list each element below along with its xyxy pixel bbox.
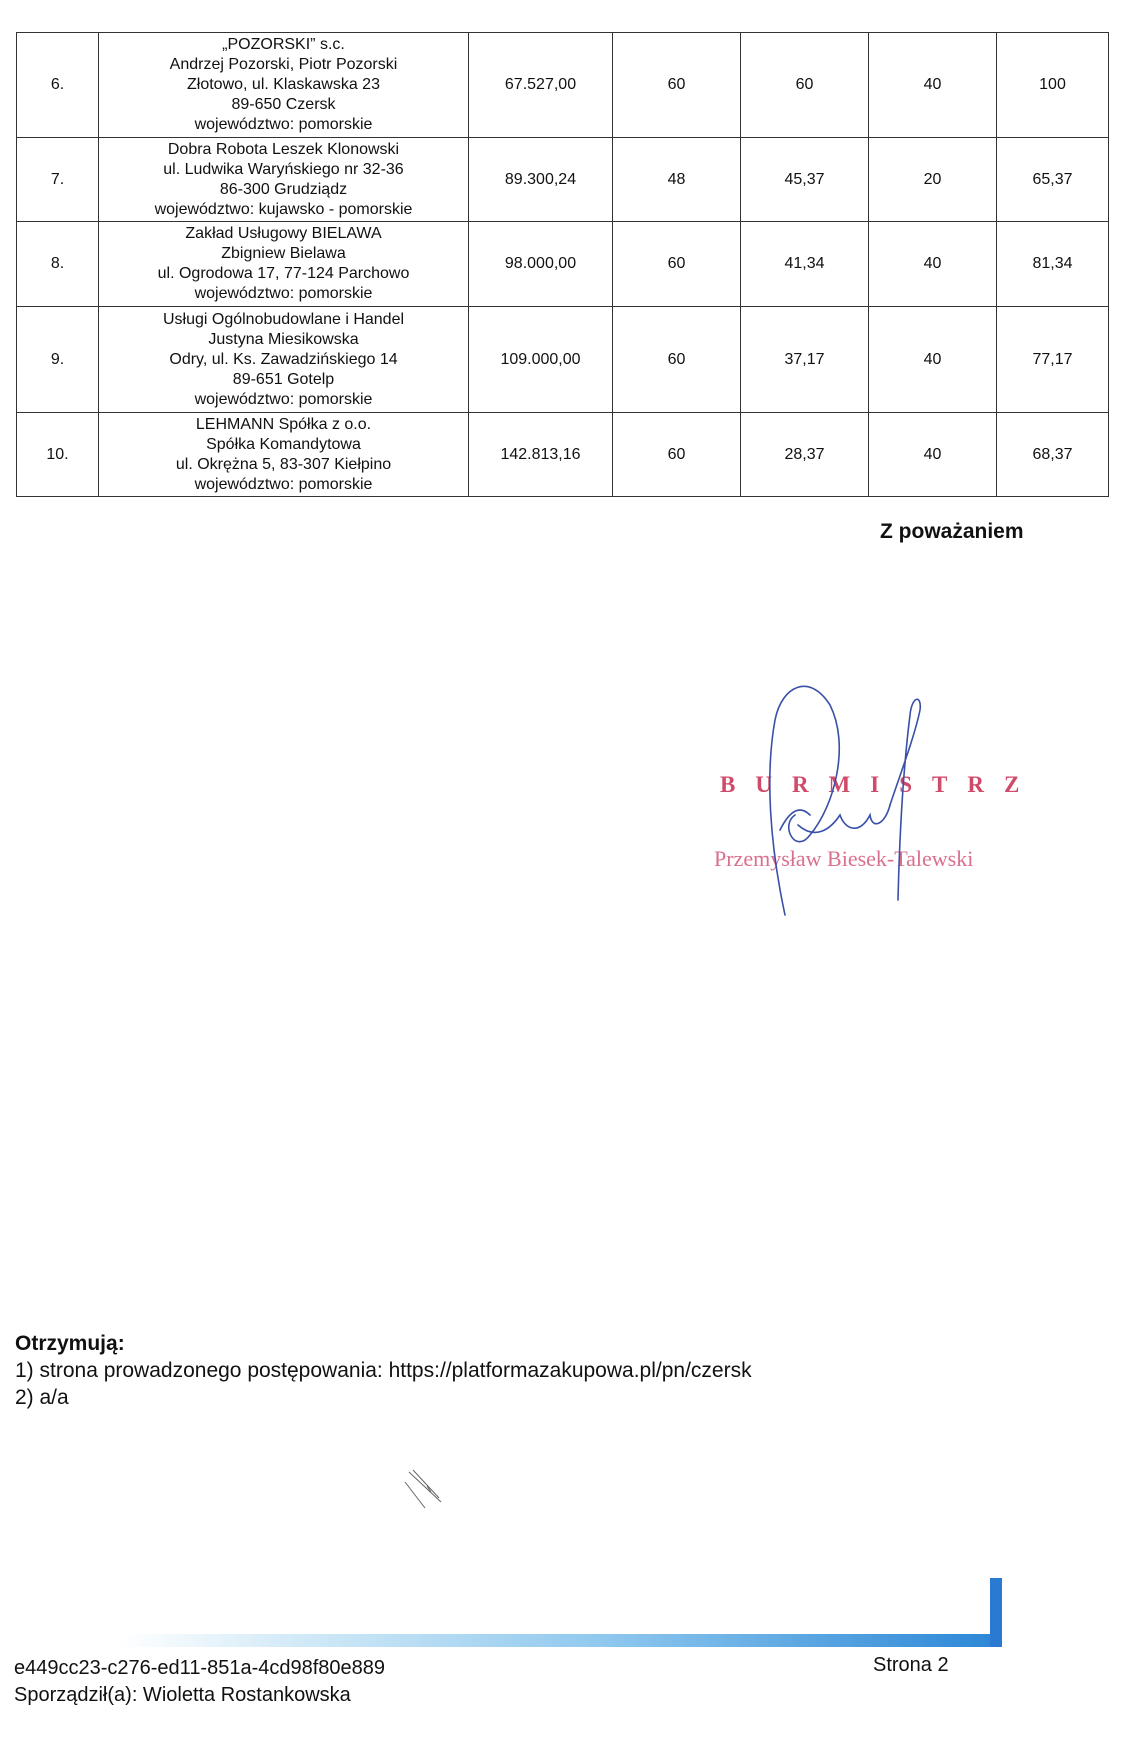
table-row <box>17 413 1109 497</box>
price-cell: 98.000,00 <box>469 222 613 307</box>
signature-scribble <box>700 665 1030 935</box>
price-cell: 89.300,24 <box>469 138 613 222</box>
author-line: Sporządził(a): Wioletta Rostankowska <box>14 1684 351 1706</box>
criterion-2-cell: 45,37 <box>741 138 869 222</box>
row-number: 8. <box>17 222 99 307</box>
table-row <box>17 307 1109 413</box>
stamp-name: Przemysław Biesek-Talewski <box>714 846 974 871</box>
page-number: Strona 2 <box>873 1654 949 1676</box>
criterion-1-cell: 60 <box>613 307 741 413</box>
criterion-1-cell: 48 <box>613 138 741 222</box>
total-cell: 100 <box>997 33 1109 138</box>
criterion-2-cell: 60 <box>741 33 869 138</box>
table-row <box>17 33 1109 138</box>
criterion-1-cell: 60 <box>613 33 741 138</box>
recipient-item: 2) a/a <box>15 1386 69 1409</box>
table-row <box>17 138 1109 222</box>
price-cell: 67.527,00 <box>469 33 613 138</box>
stamp-title: BURMISTRZ <box>720 772 1040 797</box>
criterion-2-cell: 37,17 <box>741 307 869 413</box>
document-id: e449cc23-c276-ed11-851a-4cd98f80e889 <box>14 1657 386 1679</box>
recipient-item: 1) strona prowadzonego postępowania: https://platformazakupowa.pl/pn/czersk <box>15 1359 752 1382</box>
total-cell: 81,34 <box>997 222 1109 307</box>
criterion-3-cell: 40 <box>869 413 997 497</box>
criterion-3-cell: 40 <box>869 222 997 307</box>
vendor-cell: Zakład Usługowy BIELAWA Zbigniew Bielawa ul. Ogrodowa 17, 77-124 Parchowo województwo: pomorskie <box>99 222 469 307</box>
price-cell: 142.813,16 <box>469 413 613 497</box>
criterion-3-cell: 40 <box>869 307 997 413</box>
pencil-mark <box>395 1462 455 1522</box>
results-table <box>16 32 1109 497</box>
footer-accent-bar <box>990 1578 1002 1647</box>
recipients-title: Otrzymują: <box>15 1332 125 1355</box>
row-number: 10. <box>17 413 99 497</box>
row-number: 6. <box>17 33 99 138</box>
total-cell: 77,17 <box>997 307 1109 413</box>
vendor-cell: „POZORSKI” s.c. Andrzej Pozorski, Piotr Pozorski Złotowo, ul. Klaskawska 23 89-650 Czersk województwo: pomorskie <box>99 33 469 138</box>
criterion-3-cell: 20 <box>869 138 997 222</box>
criterion-2-cell: 41,34 <box>741 222 869 307</box>
vendor-cell: LEHMANN Spółka z o.o. Spółka Komandytowa ul. Okrężna 5, 83-307 Kiełpino województwo: pomorskie <box>99 413 469 497</box>
footer-gradient-bar <box>120 1634 1002 1647</box>
table-row <box>17 222 1109 307</box>
criterion-1-cell: 60 <box>613 222 741 307</box>
total-cell: 65,37 <box>997 138 1109 222</box>
recipients-block <box>15 1330 752 1411</box>
price-cell: 109.000,00 <box>469 307 613 413</box>
criterion-1-cell: 60 <box>613 413 741 497</box>
row-number: 7. <box>17 138 99 222</box>
vendor-cell: Usługi Ogólnobudowlane i Handel Justyna Miesikowska Odry, ul. Ks. Zawadzińskiego 14 89-651 Gotelp województwo: pomorskie <box>99 307 469 413</box>
criterion-2-cell: 28,37 <box>741 413 869 497</box>
closing-text: Z poważaniem <box>880 520 1024 543</box>
criterion-3-cell: 40 <box>869 33 997 138</box>
vendor-cell: Dobra Robota Leszek Klonowski ul. Ludwika Waryńskiego nr 32-36 86-300 Grudziądz województwo: kujawsko - pomorskie <box>99 138 469 222</box>
total-cell: 68,37 <box>997 413 1109 497</box>
row-number: 9. <box>17 307 99 413</box>
